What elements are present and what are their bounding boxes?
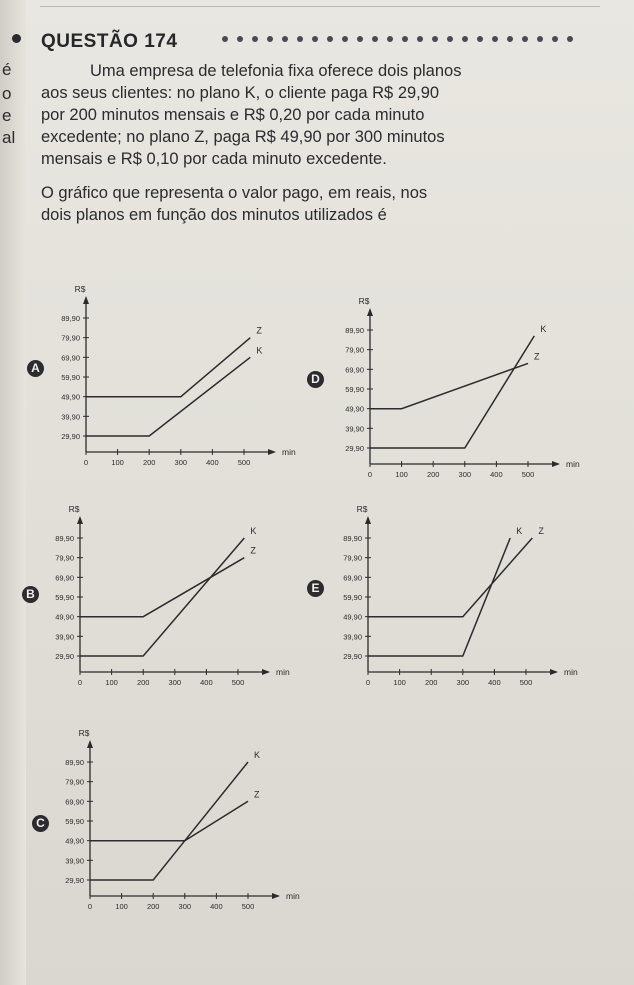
y-tick-label: 89,90 [55, 534, 74, 543]
y-axis-label: R$ [358, 296, 370, 306]
option-badge-a[interactable]: A [27, 360, 44, 377]
y-tick-label: 89,90 [345, 326, 364, 335]
decorative-dots [222, 36, 573, 42]
y-axis-label: R$ [68, 504, 80, 514]
y-tick-label: 29,90 [345, 444, 364, 453]
series-line-z [86, 338, 250, 397]
y-tick-label: 39,90 [65, 856, 84, 866]
x-tick-label: 400 [200, 678, 213, 687]
x-tick-label: 200 [426, 470, 440, 479]
x-tick-label: 400 [488, 678, 501, 687]
y-tick-label: 59,90 [61, 373, 80, 382]
series-line-k [80, 538, 244, 656]
x-tick-label: 500 [231, 678, 245, 687]
y-tick-label: 29,90 [61, 432, 80, 441]
y-tick-label: 39,90 [61, 412, 80, 422]
chart-option-b[interactable] [22, 490, 290, 687]
chart-svg [28, 270, 296, 467]
x-axis-arrow-icon [552, 461, 560, 467]
y-tick-label: 79,90 [345, 345, 364, 355]
x-tick-label: 300 [174, 458, 188, 467]
option-badge-e[interactable]: E [307, 580, 324, 597]
x-tick-label: 500 [241, 902, 255, 911]
series-label-z: Z [538, 526, 544, 536]
series-line-k [90, 762, 248, 880]
statement-line: mensais e R$ 0,10 por cada minuto excedente. [41, 150, 387, 168]
x-tick-label: 400 [206, 458, 219, 467]
y-tick-label: 59,90 [55, 593, 74, 602]
x-axis-label: min [286, 891, 300, 901]
series-label-k: K [516, 526, 523, 536]
prompt-line: dois planos em função dos minutos utilizados é [41, 206, 387, 224]
x-axis-arrow-icon [262, 669, 270, 675]
x-tick-label: 500 [237, 458, 251, 467]
x-tick-label: 300 [178, 902, 192, 911]
statement-line: excedente; no plano Z, paga R$ 49,90 por 300 minutos [41, 128, 445, 146]
series-label-z: Z [534, 351, 540, 362]
series-label-z: Z [254, 789, 260, 800]
y-tick-label: 79,90 [65, 777, 84, 787]
x-tick-label: 100 [395, 470, 408, 479]
chart-svg [32, 714, 300, 911]
y-tick-label: 49,90 [345, 404, 364, 414]
x-tick-label: 0 [365, 678, 371, 687]
series-label-z: Z [256, 325, 262, 336]
x-tick-label: 100 [115, 902, 128, 911]
x-axis-label: min [276, 667, 290, 677]
x-tick-label: 100 [111, 458, 124, 467]
y-tick-label: 49,90 [55, 612, 74, 622]
y-tick-label: 49,90 [65, 836, 84, 846]
y-tick-label: 59,90 [343, 593, 362, 602]
x-tick-label: 100 [105, 678, 118, 687]
prompt-line: O gráfico que representa o valor pago, em reais, nos [41, 184, 428, 202]
y-tick-label: 49,90 [61, 392, 80, 402]
y-tick-label: 69,90 [345, 365, 364, 375]
chart-svg [22, 490, 290, 687]
y-axis-label: R$ [356, 504, 368, 514]
y-tick-label: 39,90 [55, 632, 74, 642]
series-line-z [370, 363, 528, 408]
chart-svg [312, 282, 580, 479]
y-tick-label: 29,90 [65, 876, 84, 885]
series-label-z: Z [250, 545, 256, 556]
chart-option-d[interactable] [312, 282, 580, 479]
chart-option-c[interactable] [32, 714, 300, 911]
y-tick-label: 69,90 [343, 573, 362, 583]
option-badge-b[interactable]: B [22, 586, 39, 603]
y-axis-arrow-icon [77, 516, 83, 524]
x-tick-label: 500 [519, 678, 533, 687]
margin-letter: é [2, 60, 12, 79]
y-axis-arrow-icon [83, 296, 89, 304]
x-axis-arrow-icon [272, 893, 280, 899]
x-tick-label: 0 [367, 470, 373, 479]
y-tick-label: 69,90 [65, 797, 84, 807]
chart-svg [310, 490, 578, 687]
y-tick-label: 89,90 [61, 314, 80, 323]
x-tick-label: 100 [393, 678, 406, 687]
x-axis-label: min [566, 459, 580, 469]
x-tick-label: 300 [456, 678, 470, 687]
statement-line: aos seus clientes: no plano K, o cliente paga R$ 29,90 [41, 84, 440, 102]
y-tick-label: 59,90 [65, 817, 84, 826]
x-tick-label: 0 [83, 458, 89, 467]
margin-letter: o [2, 84, 12, 103]
series-label-k: K [254, 750, 261, 760]
x-tick-label: 0 [77, 678, 83, 687]
x-tick-label: 200 [136, 678, 150, 687]
statement-line: por 200 minutos mensais e R$ 0,20 por cada minuto [41, 106, 425, 124]
top-rule [40, 6, 600, 7]
option-badge-c[interactable]: C [32, 815, 49, 832]
y-tick-label: 39,90 [343, 632, 362, 642]
x-tick-label: 400 [490, 470, 503, 479]
x-tick-label: 200 [142, 458, 156, 467]
question-bullet-icon [12, 34, 21, 43]
y-tick-label: 89,90 [343, 534, 362, 543]
y-tick-label: 29,90 [55, 652, 74, 661]
y-tick-label: 29,90 [343, 652, 362, 661]
series-line-k [368, 538, 510, 656]
y-axis-label: R$ [78, 728, 90, 738]
y-tick-label: 39,90 [345, 424, 364, 434]
x-tick-label: 300 [168, 678, 182, 687]
x-axis-label: min [564, 667, 578, 677]
question-title: QUESTÃO 174 [41, 31, 178, 52]
x-axis-arrow-icon [550, 669, 558, 675]
y-tick-label: 79,90 [61, 333, 80, 343]
series-line-z [368, 538, 532, 617]
x-tick-label: 500 [521, 470, 535, 479]
y-axis-arrow-icon [367, 308, 373, 316]
series-label-k: K [540, 323, 547, 334]
x-tick-label: 200 [424, 678, 438, 687]
option-badge-d[interactable]: D [307, 371, 324, 388]
x-tick-label: 400 [210, 902, 223, 911]
x-tick-label: 300 [458, 470, 472, 479]
y-tick-label: 79,90 [55, 553, 74, 563]
series-line-z [90, 801, 248, 840]
y-tick-label: 89,90 [65, 758, 84, 767]
margin-letter: e [2, 106, 12, 125]
y-tick-label: 59,90 [345, 385, 364, 394]
x-axis-arrow-icon [268, 449, 276, 455]
margin-letter: al [2, 128, 16, 147]
y-tick-label: 69,90 [61, 353, 80, 363]
chart-option-e[interactable] [310, 490, 578, 687]
x-tick-label: 200 [146, 902, 160, 911]
y-tick-label: 69,90 [55, 573, 74, 583]
y-tick-label: 49,90 [343, 612, 362, 622]
series-label-k: K [256, 345, 263, 356]
y-axis-arrow-icon [87, 740, 93, 748]
y-axis-label: R$ [74, 284, 86, 294]
statement-line: Uma empresa de telefonia fixa oferece dois planos [90, 62, 462, 80]
y-tick-label: 79,90 [343, 553, 362, 563]
series-line-k [370, 336, 534, 448]
y-axis-arrow-icon [365, 516, 371, 524]
x-tick-label: 0 [87, 902, 93, 911]
x-axis-label: min [282, 447, 296, 457]
chart-option-a[interactable] [28, 270, 296, 467]
series-label-k: K [250, 526, 257, 536]
